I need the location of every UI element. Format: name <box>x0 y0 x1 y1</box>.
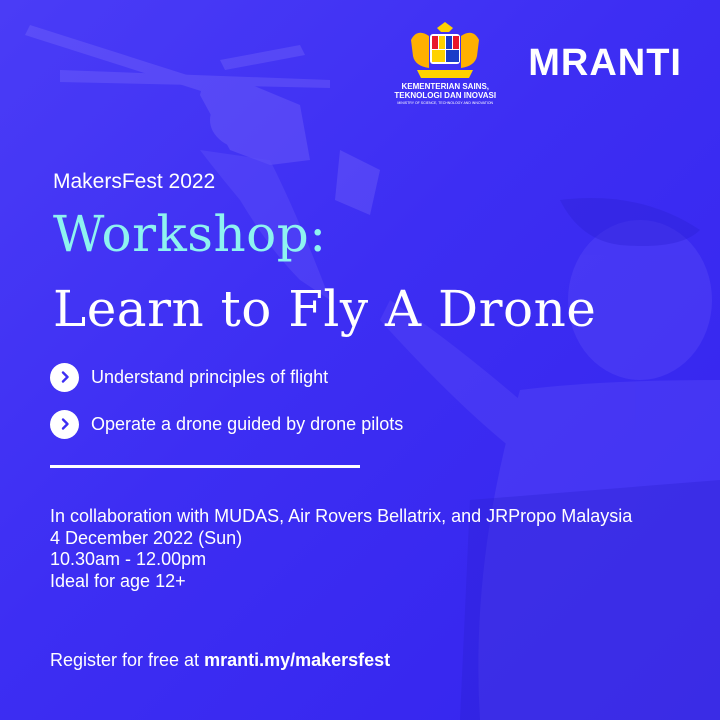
chevron-right-icon <box>50 410 79 439</box>
divider <box>50 465 360 468</box>
mranti-logo: MRANTI <box>528 42 682 84</box>
event-time: 10.30am - 12.00pm <box>50 549 207 569</box>
register-text <box>50 650 390 671</box>
collaboration-text: In collaboration with MUDAS, Air Rovers Bellatrix, and JRPropo Malaysia <box>50 506 633 526</box>
chevron-right-icon <box>50 363 79 392</box>
header-logos <box>390 20 682 105</box>
register-link[interactable]: mranti.my/makersfest <box>204 650 391 670</box>
bullet-text: Operate a drone guided by drone pilots <box>91 413 404 434</box>
bullet-item <box>50 409 403 439</box>
bullet-text: Understand principles of flight <box>91 366 329 387</box>
ministry-name: KEMENTERIAN SAINS, TEKNOLOGI DAN INOVASI <box>394 82 497 100</box>
bullet-item <box>50 362 403 392</box>
title-line-1: Workshop: <box>53 205 327 263</box>
age-requirement: Ideal for age 12+ <box>50 570 186 591</box>
ministry-subtitle: MINISTRY OF SCIENCE, TECHNOLOGY AND INNOVATION <box>397 101 494 105</box>
ministry-logo <box>390 20 500 105</box>
event-details <box>50 506 632 592</box>
malaysia-coat-of-arms-icon <box>403 20 487 80</box>
bullet-list <box>50 362 403 456</box>
event-date: 4 December 2022 (Sun) <box>50 527 243 548</box>
title-line-2: Learn to Fly A Drone <box>53 280 597 338</box>
event-name: MakersFest 2022 <box>53 170 216 193</box>
register-prefix: Register for free at <box>50 650 205 670</box>
